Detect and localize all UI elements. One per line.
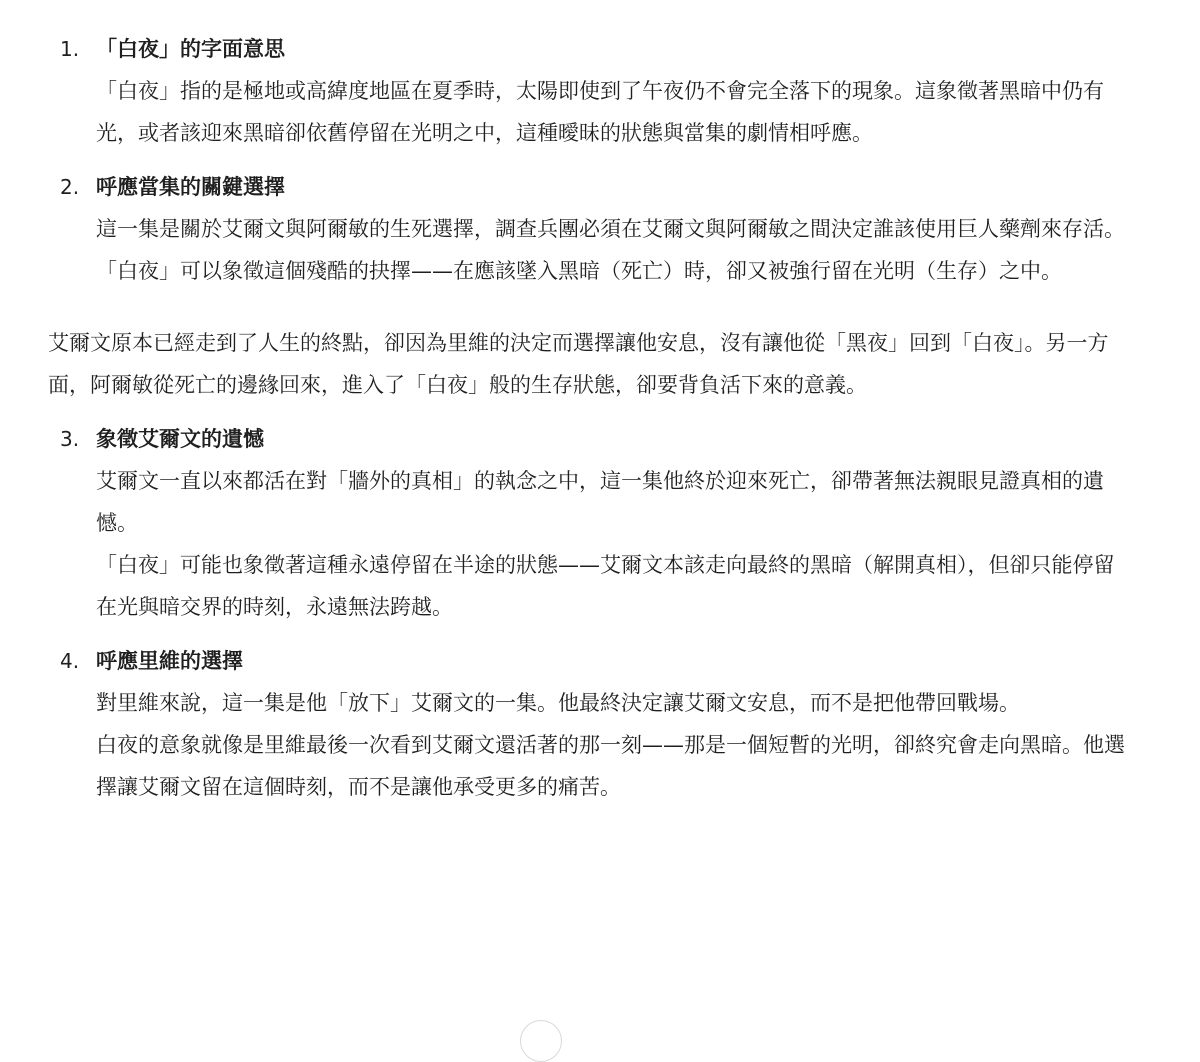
list-paragraph: 「白夜」可以象徵這個殘酷的抉擇——在應該墜入黑暗（死亡）時，卻又被強行留在光明（生存）之中。 (96, 259, 1062, 283)
list-heading: 「白夜」的字面意思 (96, 37, 285, 61)
list-item (48, 418, 1128, 628)
list-paragraph: 「白夜」可能也象徵著這種永遠停留在半途的狀態——艾爾文本該走向最終的黑暗（解開真相），但卻只能停留在光與暗交界的時刻，永遠無法跨越。 (96, 553, 1115, 619)
scroll-down-button[interactable] (520, 1020, 562, 1062)
list-paragraph: 艾爾文一直以來都活在對「牆外的真相」的執念之中，這一集他終於迎來死亡，卻帶著無法親眼見證真相的遺憾。 (96, 469, 1104, 535)
list-item (48, 28, 1128, 154)
list-paragraph: 這一集是關於艾爾文與阿爾敏的生死選擇，調查兵團必須在艾爾文與阿爾敏之間決定誰該使用巨人藥劑來存活。 (96, 217, 1125, 241)
body-paragraph: 艾爾文原本已經走到了人生的終點，卻因為里維的決定而選擇讓他安息，沒有讓他從「黑夜」回到「白夜」。另一方面，阿爾敏從死亡的邊緣回來，進入了「白夜」般的生存狀態，卻要背負活下來的意義。 (48, 331, 1109, 397)
list-number: 2. (60, 175, 80, 199)
list-number: 1. (60, 37, 80, 61)
list-item (48, 166, 1128, 292)
list-paragraph: 「白夜」指的是極地或高緯度地區在夏季時，太陽即使到了午夜仍不會完全落下的現象。這象徵著黑暗中仍有光，或者該迎來黑暗卻依舊停留在光明之中，這種曖昧的狀態與當集的劇情相呼應。 (96, 79, 1104, 145)
list-number: 3. (60, 427, 80, 451)
list-item (48, 640, 1128, 808)
list-heading: 象徵艾爾文的遺憾 (96, 427, 264, 451)
list-paragraph: 白夜的意象就像是里維最後一次看到艾爾文還活著的那一刻——那是一個短暫的光明，卻終究會走向黑暗。他選擇讓艾爾文留在這個時刻，而不是讓他承受更多的痛苦。 (96, 733, 1125, 799)
list-paragraph: 對里維來說，這一集是他「放下」艾爾文的一集。他最終決定讓艾爾文安息，而不是把他帶回戰場。 (96, 691, 1020, 715)
answer-content (48, 28, 1128, 808)
list-heading: 呼應里維的選擇 (96, 649, 243, 673)
list-heading: 呼應當集的關鍵選擇 (96, 175, 285, 199)
list-number: 4. (60, 649, 80, 673)
